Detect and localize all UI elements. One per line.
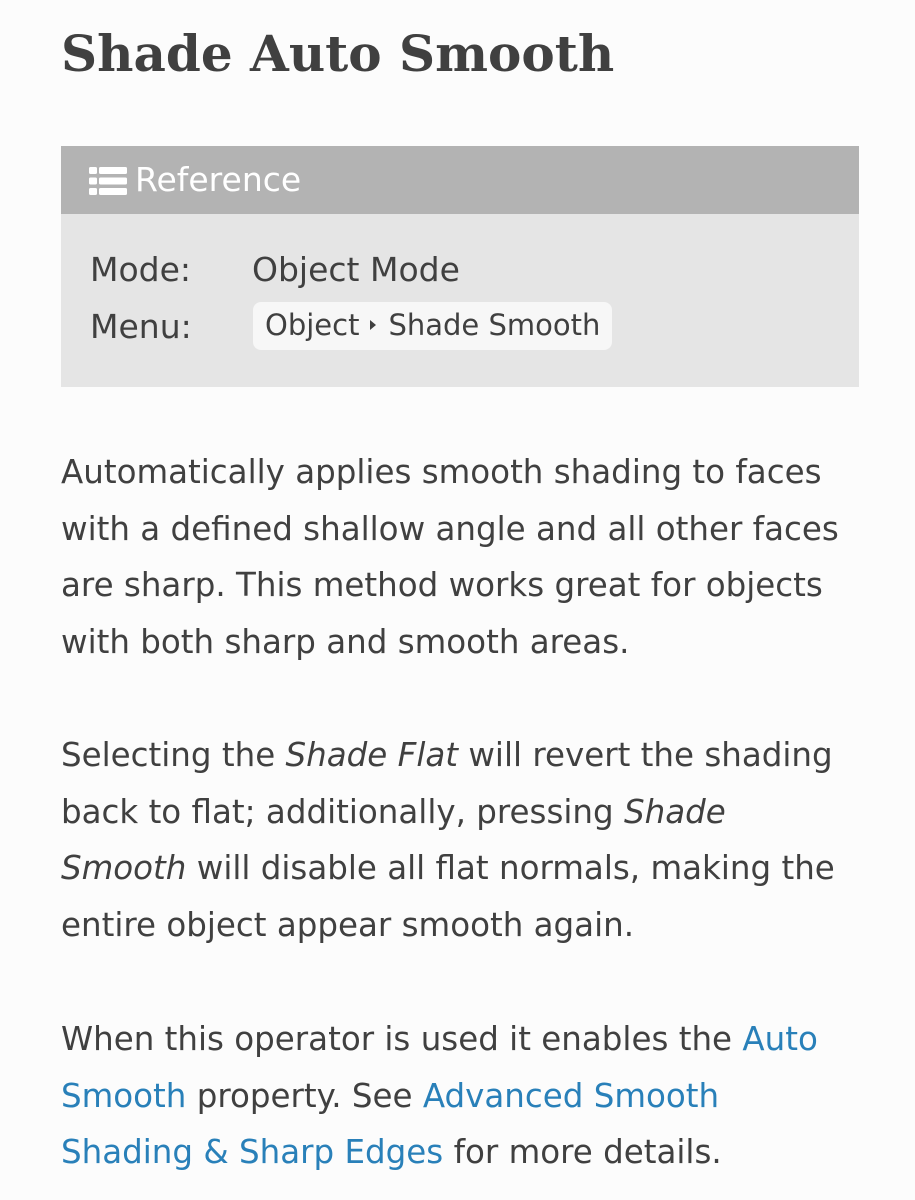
menu-separator-icon — [370, 320, 376, 330]
shade-smooth-term: Shade Smooth — [61, 792, 726, 888]
shade-flat-term: Shade Flat — [285, 736, 459, 774]
mode-key: Mode: — [90, 250, 192, 289]
list-icon — [89, 165, 127, 195]
menu-path — [253, 302, 612, 350]
mode-row — [90, 250, 460, 289]
menu-item-object: Object — [265, 308, 360, 342]
paragraph-shade-flat — [61, 727, 859, 954]
menu-item-shade-smooth: Shade Smooth — [388, 308, 601, 342]
auto-smooth-link[interactable]: Auto Smooth — [61, 1020, 818, 1115]
reference-title: Reference — [135, 160, 302, 199]
paragraph-text: for more details. — [443, 1133, 722, 1172]
page-title: Shade Auto Smooth — [61, 24, 615, 83]
reference-header — [61, 146, 859, 214]
paragraph-description: Automatically applies smooth shading to faces with a defined shallow angle and all other faces are sharp. This method works great for objects with both sharp and smooth areas. — [61, 453, 839, 662]
advanced-smooth-shading-link[interactable]: Advanced Smooth Shading & Sharp Edges — [61, 1076, 720, 1172]
paragraph-text: will disable all flat normals, making the entire object appear smooth again. — [61, 849, 835, 945]
mode-value: Object Mode — [252, 250, 460, 289]
reference-box — [61, 146, 859, 387]
paragraph-text: property. See — [186, 1076, 423, 1115]
paragraph-text: When this operator is used it enables the — [61, 1020, 743, 1058]
paragraph-auto-smooth — [61, 1011, 859, 1181]
menu-row — [90, 302, 612, 350]
paragraph-text: Selecting the — [61, 736, 286, 774]
paragraph-text: will revert the shading back to flat; additionally, pressing — [61, 736, 833, 831]
menu-key: Menu: — [90, 306, 192, 346]
